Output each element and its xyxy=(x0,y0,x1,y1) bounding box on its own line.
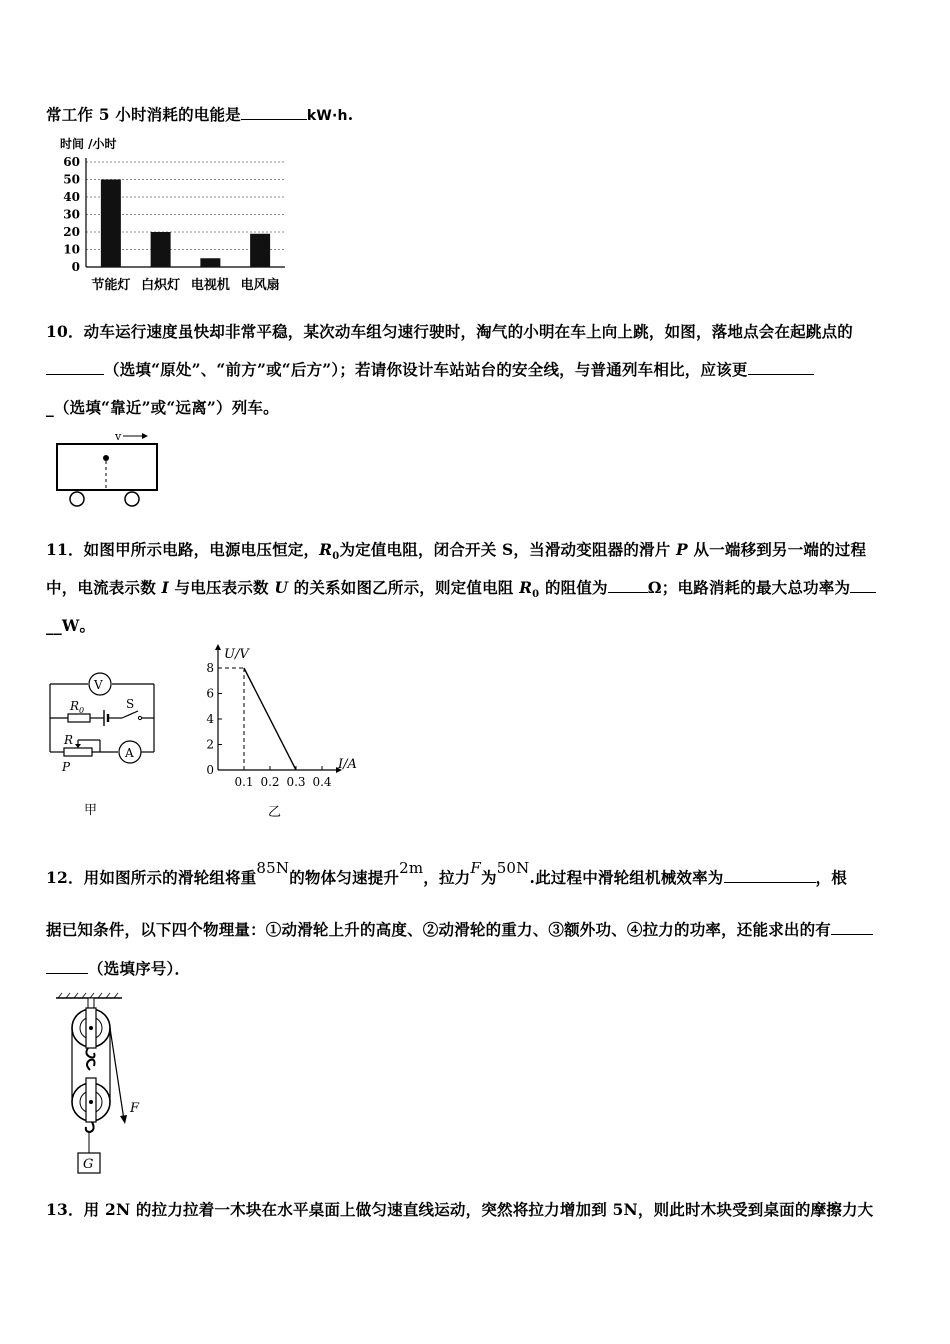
q11-text: Ω；电路消耗的最大总功率为 xyxy=(647,578,851,597)
chart-ylabel: 时间 /小时 xyxy=(60,137,117,151)
r0-symbol: R xyxy=(519,578,533,597)
period: . xyxy=(347,105,354,124)
q11-text: 为定值电阻，闭合开关 S，当滑动变阻器的滑片 xyxy=(339,540,677,559)
velocity-label: v xyxy=(115,430,122,443)
q12-text: 的物体匀速提升 xyxy=(289,868,400,887)
r-label: R xyxy=(64,733,74,747)
u-i-graph xyxy=(200,642,370,822)
q11-text: 的阻值为 xyxy=(539,578,608,597)
ammeter-label: A xyxy=(125,746,134,760)
u-i-line xyxy=(244,668,296,770)
train-car xyxy=(57,444,157,490)
bar-chart xyxy=(50,136,300,298)
rheostat xyxy=(64,748,92,756)
force-arrow xyxy=(120,1115,127,1124)
switch-label: S xyxy=(126,697,135,711)
train-figure xyxy=(50,428,170,510)
answer-blank xyxy=(831,920,873,935)
q12-text: 为 xyxy=(480,868,497,887)
answer-blank xyxy=(46,360,104,375)
u-tick-label: 6 xyxy=(206,686,214,701)
u-symbol: U xyxy=(274,578,289,597)
answer-blank xyxy=(748,360,814,375)
wheel xyxy=(70,492,84,506)
switch xyxy=(122,711,138,718)
caption-jia: 甲 xyxy=(84,803,98,818)
chart-bars xyxy=(101,180,270,268)
u-tick-label: 0 xyxy=(206,763,214,777)
voltmeter-label: V xyxy=(94,678,103,692)
q11-text: 与电压表示数 xyxy=(168,578,275,597)
q12-line-1 xyxy=(46,859,847,888)
category-label: 电风扇 xyxy=(240,278,280,293)
q11-text: 中，电流表示数 xyxy=(46,578,162,597)
q13-line-1: 13．用 2N 的拉力拉着一木块在水平桌面上做匀速直线运动，突然将拉力增加到 5N，则此时木块受到桌面的摩擦力大 xyxy=(46,1200,874,1219)
p-symbol: P xyxy=(676,540,688,559)
weight-label: G xyxy=(83,1157,94,1172)
q12-text: 12．用如图所示的滑轮组将重 xyxy=(46,868,257,887)
force-symbol: F xyxy=(470,859,481,877)
q11-text: 从一端移到另一端的过程 xyxy=(687,540,867,559)
answer-blank xyxy=(724,868,816,883)
chart-categories xyxy=(91,277,279,293)
velocity-arrowhead xyxy=(142,433,148,439)
y-tick-label: 0 xyxy=(71,260,80,274)
q11-text: 的关系如图乙所示，则定值电阻 xyxy=(288,578,520,597)
blank-continuation: __ xyxy=(46,616,62,635)
q10-text: （选填“原处”、“前方”或“后方”）；若请你设计车站站台的安全线，与普通列车相比，应该更 xyxy=(104,360,748,379)
category-label: 电视机 xyxy=(190,278,230,293)
weight-value: 85N xyxy=(256,859,290,877)
q9-text: 常工作 5 小时消耗的电能是 xyxy=(46,105,241,124)
q11-text: 11．如图甲所示电路，电源电压恒定， xyxy=(46,540,320,559)
q12-text: .此过程中滑轮组机械效率为 xyxy=(529,868,724,887)
i-symbol: I xyxy=(161,578,169,597)
q10-line-2 xyxy=(46,358,814,380)
u-tick-label: 4 xyxy=(206,712,214,726)
q10-line-1: 10．动车运行速度虽快却非常平稳，某次动车组匀速行驶时，淘气的小明在车上向上跳，如图，落地点会在起跳点的 xyxy=(46,322,853,341)
bar xyxy=(250,234,270,267)
q12-text: 据已知条件，以下四个物理量：①动滑轮上升的高度、②动滑轮的重力、③额外功、④拉力的功率，还能求出的有 xyxy=(46,920,832,939)
height-value: 2m xyxy=(399,859,424,877)
q10-line-3: _（选填“靠近”或“远离”）列车。 xyxy=(46,398,279,417)
y-tick-label: 60 xyxy=(63,155,80,169)
q11-line-2 xyxy=(46,576,876,600)
i-tick-label: 0.3 xyxy=(286,775,306,789)
bar xyxy=(151,232,171,267)
answer-blank xyxy=(850,578,876,593)
y-tick-label: 40 xyxy=(63,190,80,204)
y-tick-label: 10 xyxy=(63,242,80,257)
unit-kwh: kW·h xyxy=(306,108,348,124)
wheel xyxy=(125,492,139,506)
bar xyxy=(101,180,121,268)
q9-line xyxy=(46,103,353,125)
y-tick-label: 50 xyxy=(63,172,80,187)
category-label: 白炽灯 xyxy=(141,278,181,293)
chart-yticks xyxy=(63,155,80,274)
answer-blank xyxy=(241,105,307,120)
r0-sub: 0 xyxy=(532,589,540,601)
circuit-diagram xyxy=(44,668,162,820)
caption-yi: 乙 xyxy=(268,805,282,820)
u-tick-label: 8 xyxy=(206,661,214,675)
bar xyxy=(200,258,220,267)
q12-line-2 xyxy=(46,918,873,940)
q11-line-1 xyxy=(46,538,866,562)
person-dot xyxy=(103,455,109,461)
q12-text: （选填序号）． xyxy=(88,959,191,978)
answer-blank xyxy=(608,578,648,593)
force-label: F xyxy=(130,1101,140,1116)
answer-blank xyxy=(46,959,88,974)
x-axis-label: I/A xyxy=(338,757,357,772)
y-tick-label: 20 xyxy=(63,225,80,239)
y-axis-label: U/V xyxy=(224,647,249,662)
r0-sub: 0 xyxy=(332,551,340,563)
q11-text: W。 xyxy=(61,616,96,635)
r0-resistor xyxy=(68,714,90,722)
r0-symbol: R xyxy=(319,540,333,559)
r0-label: $R_0$ xyxy=(70,699,85,715)
p-label: P xyxy=(62,760,71,774)
force-value: 50N xyxy=(496,859,530,877)
pull-rope xyxy=(110,1028,124,1120)
pulley-figure xyxy=(52,990,162,1178)
q12-line-3 xyxy=(46,957,190,979)
y-tick-label: 30 xyxy=(63,207,80,222)
q12-text: ，拉力 xyxy=(423,868,471,887)
i-tick-label: 0.4 xyxy=(312,775,332,789)
i-tick-label: 0.2 xyxy=(260,775,280,789)
q12-text: ，根 xyxy=(815,868,847,887)
u-tick-label: 2 xyxy=(206,737,214,752)
category-label: 节能灯 xyxy=(91,278,131,293)
q11-line-3 xyxy=(46,614,95,636)
i-tick-label: 0.1 xyxy=(234,775,254,789)
